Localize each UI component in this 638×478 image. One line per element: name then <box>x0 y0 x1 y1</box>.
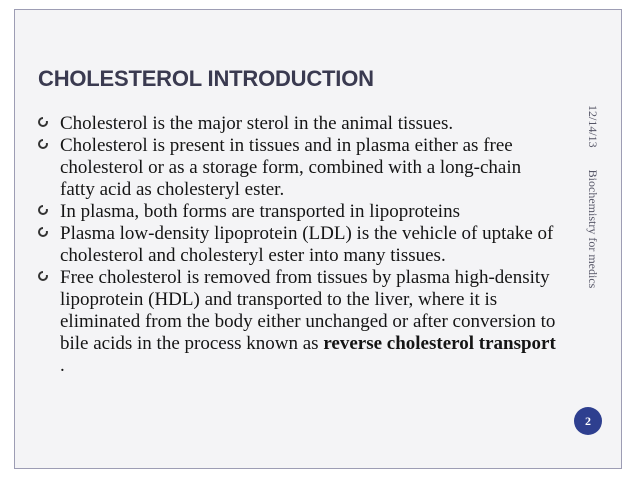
bullet-item <box>36 223 556 267</box>
bullet-item <box>36 113 556 135</box>
slide-date: 12/14/13 <box>586 105 600 148</box>
title-divider <box>38 96 558 97</box>
bullet-icon <box>38 139 48 149</box>
bullet-text: Cholesterol is the major sterol in the animal tissues. <box>60 113 454 134</box>
bullet-icon <box>38 227 48 237</box>
bullet-text-after: . <box>60 355 65 376</box>
bullet-icon <box>38 205 48 215</box>
vertical-footer <box>585 105 600 289</box>
bullet-text-before: Free cholesterol is removed from tissues by plasma high-density lipoprotein (HDL) and transported to the liver, where it is eliminated from the body either unchanged or after conversion to bile acids in the process known as <box>60 267 556 354</box>
bullet-text: In plasma, both forms are transported in lipoproteins <box>60 201 460 222</box>
page-number-badge: 2 <box>574 407 602 435</box>
bullet-icon <box>38 117 48 127</box>
bullet-list <box>36 113 556 377</box>
bullet-text-emphasis: reverse cholesterol transport <box>323 333 556 354</box>
bullet-text: Cholesterol is present in tissues and in plasma either as free cholesterol or as a storage form, combined with a long-chain fatty acid as cholesteryl ester. <box>60 135 522 200</box>
bullet-item <box>36 201 556 223</box>
slide-footer-label: Biochemistry for medics <box>586 169 600 289</box>
bullet-icon <box>38 271 48 281</box>
bullet-item <box>36 135 556 201</box>
bullet-text: Plasma low-density lipoprotein (LDL) is the vehicle of uptake of cholesterol and cholesteryl ester into many tissues. <box>60 223 554 266</box>
slide-title: CHOLESTEROL INTRODUCTION <box>38 66 374 91</box>
bullet-item <box>36 267 556 377</box>
